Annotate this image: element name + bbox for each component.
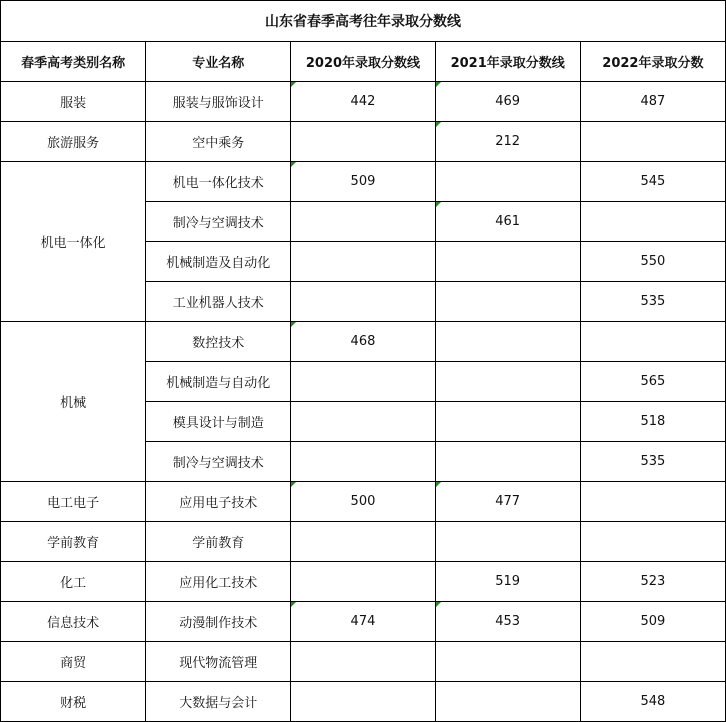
major-cell: 现代物流管理 bbox=[146, 642, 291, 682]
header-2021: 2021年录取分数线 bbox=[435, 42, 580, 82]
score-2021-cell bbox=[435, 322, 580, 362]
score-2022-cell: 509 bbox=[580, 602, 725, 642]
score-2020-cell: 474 bbox=[291, 602, 435, 642]
header-2020: 2020年录取分数线 bbox=[291, 42, 435, 82]
score-2020-cell bbox=[291, 402, 435, 442]
score-2020-cell bbox=[291, 682, 435, 722]
score-2022-cell: 535 bbox=[580, 282, 725, 322]
score-2021-cell bbox=[435, 642, 580, 682]
score-2021-cell bbox=[435, 362, 580, 402]
category-cell: 学前教育 bbox=[1, 522, 146, 562]
category-cell: 机械 bbox=[1, 322, 146, 482]
major-cell: 制冷与空调技术 bbox=[146, 442, 291, 482]
table-row bbox=[1, 682, 726, 722]
major-cell: 工业机器人技术 bbox=[146, 282, 291, 322]
major-cell: 动漫制作技术 bbox=[146, 602, 291, 642]
header-2022: 2022年录取分数 bbox=[580, 42, 725, 82]
category-cell: 机电一体化 bbox=[1, 162, 146, 322]
score-2022-cell bbox=[580, 202, 725, 242]
major-cell: 机电一体化技术 bbox=[146, 162, 291, 202]
major-cell: 学前教育 bbox=[146, 522, 291, 562]
score-2020-cell: 468 bbox=[291, 322, 435, 362]
table-row bbox=[1, 322, 726, 362]
table-row bbox=[1, 162, 726, 202]
score-2022-cell: 565 bbox=[580, 362, 725, 402]
score-2020-cell: 509 bbox=[291, 162, 435, 202]
major-cell: 制冷与空调技术 bbox=[146, 202, 291, 242]
score-2021-cell bbox=[435, 442, 580, 482]
score-2020-cell bbox=[291, 242, 435, 282]
score-2022-cell: 487 bbox=[580, 82, 725, 122]
score-2021-cell: 519 bbox=[435, 562, 580, 602]
table-row bbox=[1, 642, 726, 682]
table-row bbox=[1, 562, 726, 602]
category-cell: 信息技术 bbox=[1, 602, 146, 642]
category-cell: 商贸 bbox=[1, 642, 146, 682]
score-2022-cell: 518 bbox=[580, 402, 725, 442]
score-2020-cell: 500 bbox=[291, 482, 435, 522]
score-2022-cell bbox=[580, 642, 725, 682]
score-2021-cell bbox=[435, 162, 580, 202]
table-row bbox=[1, 522, 726, 562]
category-cell: 旅游服务 bbox=[1, 122, 146, 162]
major-cell: 服装与服饰设计 bbox=[146, 82, 291, 122]
score-2020-cell bbox=[291, 282, 435, 322]
score-2020-cell bbox=[291, 122, 435, 162]
score-2022-cell: 535 bbox=[580, 442, 725, 482]
table-row bbox=[1, 122, 726, 162]
score-2021-cell: 453 bbox=[435, 602, 580, 642]
score-2021-cell: 477 bbox=[435, 482, 580, 522]
score-2020-cell bbox=[291, 562, 435, 602]
header-category: 春季高考类别名称 bbox=[1, 42, 146, 82]
major-cell: 应用电子技术 bbox=[146, 482, 291, 522]
header-row bbox=[1, 42, 726, 82]
score-2021-cell: 469 bbox=[435, 82, 580, 122]
score-2022-cell bbox=[580, 322, 725, 362]
score-2021-cell: 212 bbox=[435, 122, 580, 162]
score-2021-cell: 461 bbox=[435, 202, 580, 242]
category-cell: 化工 bbox=[1, 562, 146, 602]
major-cell: 应用化工技术 bbox=[146, 562, 291, 602]
score-2020-cell bbox=[291, 362, 435, 402]
major-cell: 数控技术 bbox=[146, 322, 291, 362]
score-2020-cell bbox=[291, 642, 435, 682]
category-cell: 财税 bbox=[1, 682, 146, 722]
score-2021-cell bbox=[435, 282, 580, 322]
score-2020-cell bbox=[291, 202, 435, 242]
score-2022-cell: 550 bbox=[580, 242, 725, 282]
table-row bbox=[1, 482, 726, 522]
score-2022-cell: 548 bbox=[580, 682, 725, 722]
score-2021-cell bbox=[435, 402, 580, 442]
score-2021-cell bbox=[435, 522, 580, 562]
score-2021-cell bbox=[435, 682, 580, 722]
major-cell: 空中乘务 bbox=[146, 122, 291, 162]
score-2022-cell bbox=[580, 482, 725, 522]
major-cell: 模具设计与制造 bbox=[146, 402, 291, 442]
table-title: 山东省春季高考往年录取分数线 bbox=[1, 1, 726, 42]
score-2021-cell bbox=[435, 242, 580, 282]
score-2022-cell bbox=[580, 522, 725, 562]
major-cell: 大数据与会计 bbox=[146, 682, 291, 722]
major-cell: 机械制造与自动化 bbox=[146, 362, 291, 402]
category-cell: 服装 bbox=[1, 82, 146, 122]
table-row bbox=[1, 82, 726, 122]
score-2022-cell bbox=[580, 122, 725, 162]
category-cell: 电工电子 bbox=[1, 482, 146, 522]
table-row bbox=[1, 602, 726, 642]
score-2022-cell: 545 bbox=[580, 162, 725, 202]
score-2020-cell bbox=[291, 522, 435, 562]
score-2020-cell: 442 bbox=[291, 82, 435, 122]
major-cell: 机械制造及自动化 bbox=[146, 242, 291, 282]
header-major: 专业名称 bbox=[146, 42, 291, 82]
score-2022-cell: 523 bbox=[580, 562, 725, 602]
score-2020-cell bbox=[291, 442, 435, 482]
